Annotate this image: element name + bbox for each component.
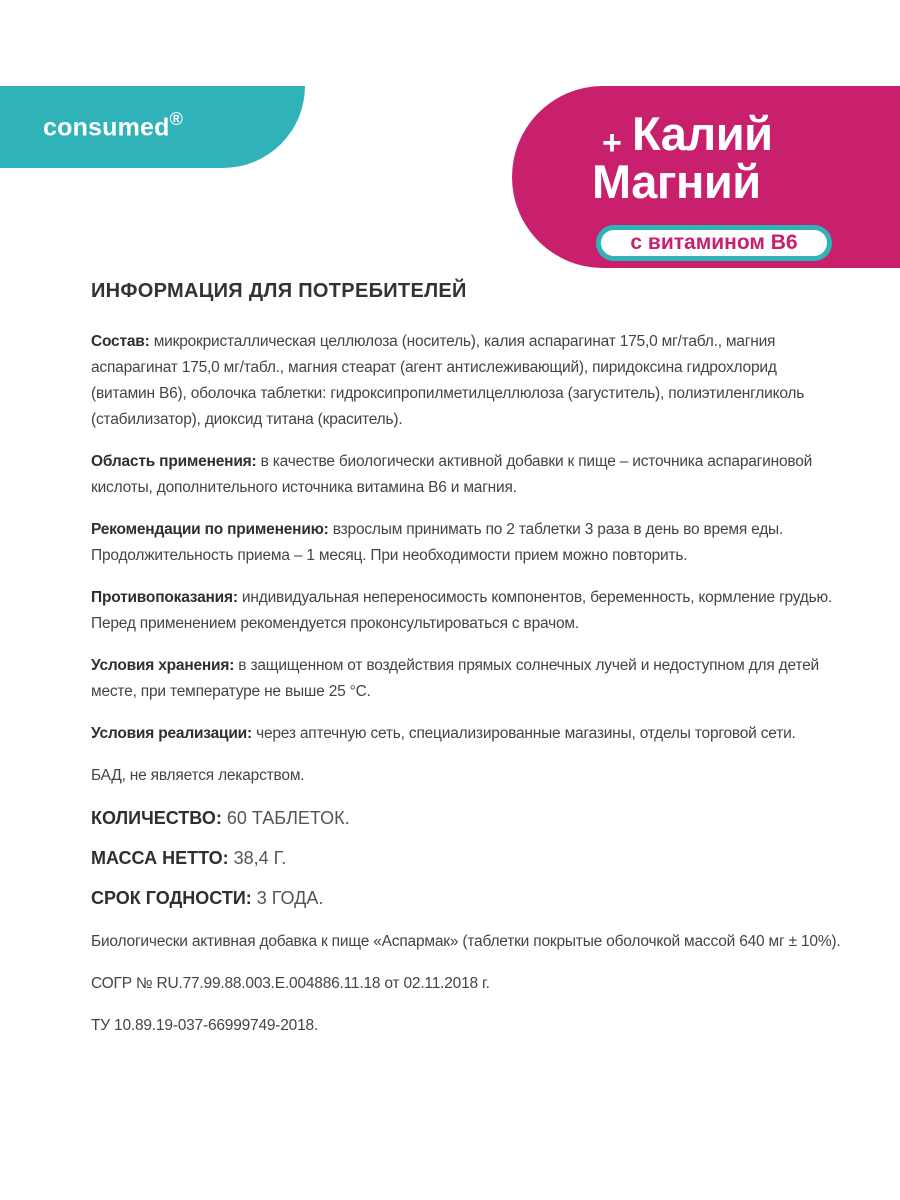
brand-name-text: consumed <box>43 113 170 142</box>
contraindications-label: Противопоказания: <box>91 589 238 606</box>
brand-banner <box>0 86 305 168</box>
application-label: Область применения: <box>91 453 257 470</box>
product-description: Биологически активная добавка к пище «Аспармак» (таблетки покрытые оболочкой массой 640 мг ± 10%). <box>91 933 841 950</box>
sogr-number: СОГР № RU.77.99.88.003.Е.004886.11.18 от 02.11.2018 г. <box>91 975 490 992</box>
storage-label: Условия хранения: <box>91 657 235 674</box>
composition-text: микрокристаллическая целлюлоза (носитель), калия аспарагинат 175,0 мг/табл., магния аспарагинат 175,0 мг/табл., магния стеарат (агент антислеживающий), пиридоксина гидрохлорид (витамин В6), оболочка таблетки: гидроксипропилметилцеллюлоза (загуститель), полиэтиленгликоль (стабилизатор), диоксид титана (краситель). <box>91 333 805 428</box>
net-mass-label: МАССА НЕТТО: <box>91 848 229 868</box>
product-title-badge <box>512 86 900 268</box>
application-text: в качестве биологически активной добавки к пище – источника аспарагиновой кислоты, дополнительного источника витамина В6 и магния. <box>91 453 813 496</box>
tu-number: ТУ 10.89.19-037-66999749-2018. <box>91 1017 319 1034</box>
product-subtitle: с витамином В6 <box>596 225 832 261</box>
composition-label: Состав: <box>91 333 150 350</box>
info-heading: ИНФОРМАЦИЯ ДЛЯ ПОТРЕБИТЕЛЕЙ <box>91 280 467 302</box>
quantity-value: 60 ТАБЛЕТОК. <box>221 808 350 828</box>
quantity-label: КОЛИЧЕСТВО: <box>91 808 222 828</box>
storage-paragraph <box>91 653 841 705</box>
product-title-line1: Калий <box>632 107 773 160</box>
net-mass-value: 38,4 Г. <box>228 848 287 868</box>
consumer-info <box>91 280 841 1055</box>
sale-label: Условия реализации: <box>91 725 252 742</box>
composition-paragraph <box>91 329 841 433</box>
contraindications-text: индивидуальная непереносимость компонентов, беременность, кормление грудью. Перед применением рекомендуется проконсультироваться с врачом. <box>91 589 833 632</box>
plus-icon: + <box>602 124 622 162</box>
sale-text: через аптечную сеть, специализированные магазины, отделы торговой сети. <box>251 725 796 742</box>
shelf-life-value: 3 ГОДА. <box>251 888 324 908</box>
application-paragraph <box>91 449 841 501</box>
not-drug-notice: БАД, не является лекарством. <box>91 767 305 784</box>
recommendations-label: Рекомендации по применению: <box>91 521 329 538</box>
shelf-life-label: СРОК ГОДНОСТИ: <box>91 888 252 908</box>
quantity-line <box>91 805 841 831</box>
sale-paragraph <box>91 721 841 747</box>
registered-mark: ® <box>169 109 184 129</box>
contraindications-paragraph <box>91 585 841 637</box>
net-mass-line <box>91 845 841 871</box>
shelf-life-line <box>91 885 841 911</box>
product-title-line2: Магний <box>592 155 761 208</box>
storage-text: в защищенном от воздействия прямых солнечных лучей и недоступном для детей месте, при температуре не выше 25 °С. <box>91 657 820 700</box>
recommendations-text: взрослым принимать по 2 таблетки 3 раза в день во время еды. Продолжительность приема – 1 месяц. При необходимости прием можно повторить. <box>91 521 784 564</box>
recommendations-paragraph <box>91 517 841 569</box>
brand-logo <box>43 110 183 142</box>
